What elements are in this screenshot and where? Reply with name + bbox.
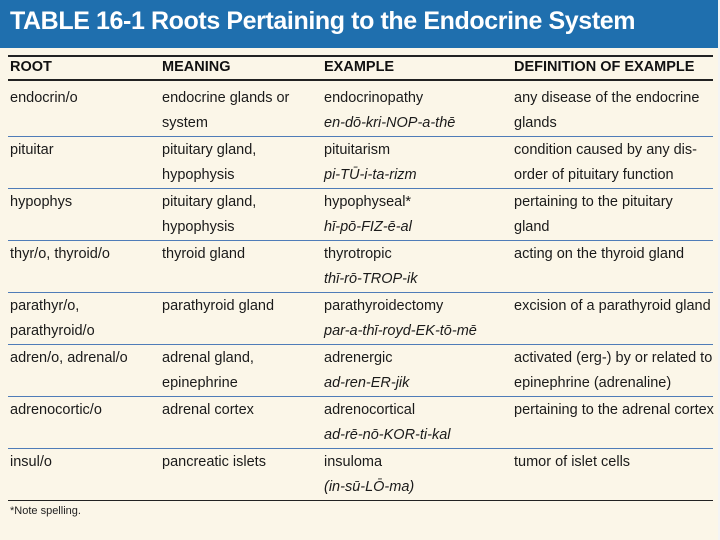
cell-definition — [514, 138, 697, 188]
example-term: parathyroidectomy — [324, 298, 444, 314]
example-term: adrenergic — [324, 350, 393, 366]
meaning-text: adrenal gland, — [162, 350, 254, 366]
example-term: insuloma — [324, 454, 383, 470]
example-term: endocrinopathy — [324, 90, 424, 106]
cell-example — [324, 190, 412, 240]
root-text: thyr/o, thyroid/o — [10, 246, 110, 262]
cell-root — [10, 86, 78, 111]
root-text: adren/o, adrenal/o — [10, 350, 128, 366]
meaning-text: thyroid gland — [162, 246, 246, 262]
meaning-text: endocrine glands or — [162, 90, 290, 106]
header-root: ROOT — [10, 59, 52, 75]
meaning-text: epinephrine — [162, 375, 238, 391]
cell-meaning — [162, 346, 254, 396]
example-term: pituitarism — [324, 142, 391, 158]
header-top-rule — [8, 55, 713, 57]
row-divider — [8, 448, 713, 449]
cell-definition — [514, 242, 684, 267]
table-title: TABLE 16-1 Roots Pertaining to the Endocrine System — [10, 7, 636, 35]
definition-text: excision of a parathyroid gland — [514, 298, 711, 314]
cell-meaning — [162, 294, 274, 319]
pronunciation: en-dō-kri-NOP-a-thē — [324, 115, 456, 131]
cell-meaning — [162, 398, 254, 423]
meaning-text: pancreatic islets — [162, 454, 266, 470]
cell-meaning — [162, 190, 256, 240]
cell-definition — [514, 86, 699, 136]
cell-root — [10, 190, 72, 215]
definition-text: epinephrine (adrenaline) — [514, 375, 672, 391]
definition-text: gland — [514, 219, 550, 235]
cell-definition — [514, 450, 630, 475]
definition-text: acting on the thyroid gland — [514, 246, 685, 262]
row-divider — [8, 344, 713, 345]
table-row — [0, 292, 718, 344]
table-row — [0, 188, 718, 240]
cell-root — [10, 346, 128, 371]
header-example: EXAMPLE — [324, 59, 395, 75]
cell-example — [324, 242, 417, 292]
cell-example — [324, 346, 409, 396]
cell-root — [10, 242, 110, 267]
table-row — [0, 344, 718, 396]
meaning-text: hypophysis — [162, 167, 235, 183]
pronunciation: par-a-thī-royd-EK-tō-mē — [324, 323, 477, 339]
definition-text: pertaining to the adrenal cortex — [514, 402, 714, 418]
header-definition: DEFINITION OF EXAMPLE — [514, 59, 695, 75]
cell-definition — [514, 346, 712, 396]
example-term: hypophyseal* — [324, 194, 412, 210]
table-bottom-rule — [8, 500, 713, 501]
root-text: parathyroid/o — [10, 323, 95, 339]
root-text: adrenocortic/o — [10, 402, 102, 418]
table-row — [0, 448, 718, 500]
pronunciation: ad-rē-nō-KOR-ti-kal — [324, 427, 451, 443]
pronunciation: ad-ren-ER-jik — [324, 375, 410, 391]
meaning-text: hypophysis — [162, 219, 235, 235]
cell-example — [324, 398, 451, 448]
cell-example — [324, 294, 477, 344]
cell-definition — [514, 294, 711, 319]
root-text: hypophys — [10, 194, 73, 210]
definition-text: any disease of the endocrine — [514, 90, 700, 106]
table-title-bar — [0, 0, 720, 48]
cell-example — [324, 450, 414, 500]
row-divider — [8, 396, 713, 397]
cell-meaning — [162, 138, 256, 188]
meaning-text: adrenal cortex — [162, 402, 254, 418]
example-term: adrenocortical — [324, 402, 416, 418]
cell-definition — [514, 398, 714, 423]
header-meaning: MEANING — [162, 59, 231, 75]
meaning-text: parathyroid gland — [162, 298, 275, 314]
definition-text: order of pituitary function — [514, 167, 674, 183]
pronunciation: (in-sū-LŌ-ma) — [324, 479, 415, 495]
meaning-text: pituitary gland, — [162, 194, 257, 210]
table-row — [0, 396, 718, 448]
definition-text: condition caused by any dis- — [514, 142, 697, 158]
table-header — [0, 56, 718, 78]
root-text: insul/o — [10, 454, 52, 470]
row-divider — [8, 136, 713, 137]
meaning-text: system — [162, 115, 208, 131]
cell-example — [324, 86, 455, 136]
definition-text: pertaining to the pituitary — [514, 194, 673, 210]
pronunciation: pi-TŪ-i-ta-rizm — [324, 167, 417, 183]
root-text: endocrin/o — [10, 90, 78, 106]
definition-text: tumor of islet cells — [514, 454, 631, 470]
root-text: pituitar — [10, 142, 54, 158]
cell-root — [10, 138, 54, 163]
pronunciation: thī-rō-TROP-ik — [324, 271, 418, 287]
cell-root — [10, 294, 95, 344]
table-row — [0, 240, 718, 292]
meaning-text: pituitary gland, — [162, 142, 257, 158]
cell-example — [324, 138, 417, 188]
cell-meaning — [162, 86, 289, 136]
cell-root — [10, 398, 102, 423]
row-divider — [8, 240, 713, 241]
cell-definition — [514, 190, 673, 240]
definition-text: activated (erg-) by or related to — [514, 350, 713, 366]
cell-meaning — [162, 242, 245, 267]
table-row — [0, 84, 718, 136]
row-divider — [8, 188, 713, 189]
cell-root — [10, 450, 52, 475]
table-row — [0, 136, 718, 188]
pronunciation: hī-pō-FIZ-ē-al — [324, 219, 412, 235]
definition-text: glands — [514, 115, 557, 131]
root-text: parathyr/o, — [10, 298, 80, 314]
header-bottom-rule — [8, 79, 713, 81]
cell-meaning — [162, 450, 266, 475]
footnote: *Note spelling. — [10, 505, 81, 517]
row-divider — [8, 292, 713, 293]
example-term: thyrotropic — [324, 246, 392, 262]
